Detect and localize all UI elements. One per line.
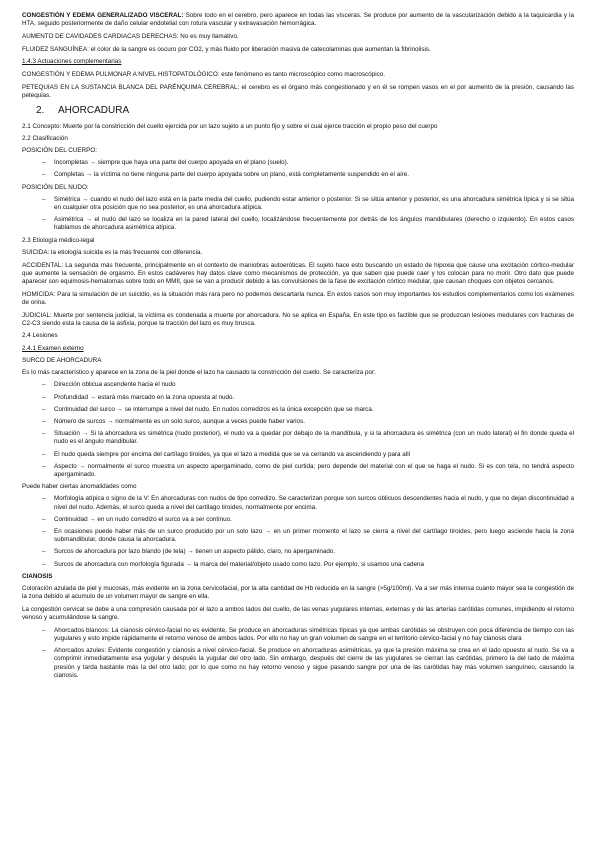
list-item: – Ahorcados azules: Evidente congestión y cianosis a nivel cérvico-facial. Se produce en ahorcaduras asimétricas, ya que la presión máxima se crea en el lado opuesto al nudo. Se va a comprimir inmediatamente esa yugular y después la yugular del otro lado. Sin embargo, después del cierre de las yugulares se cierran las carótidas, primero la del lado de máxima presión y tarda bastante más la del otro lado; por lo que como no hay retorno venoso y sigue pasando sangre por una de las carótidas hay más volumen sanguíneo, causando la cianosis. <box>42 647 574 680</box>
section-title-ahorcadura <box>36 105 574 117</box>
list-surco <box>22 381 574 479</box>
paragraph-petequias: PETEQUIAS EN LA SUSTANCIA BLANCA DEL PARÉNQUIMA CEREBRAL: el cerebro es el órgano más congestionado y en él se rompen vasos en el por aumento de la presión, causando las petequias. <box>22 83 574 99</box>
heading-posicion-nudo: POSICIÓN DEL NUDO: <box>22 183 89 191</box>
list-item: – Profundidad → estará más marcado en la zona opuesta al nudo. <box>42 394 574 402</box>
heading-posicion-cuerpo: POSICIÓN DEL CUERPO: <box>22 147 97 155</box>
list-item: – Ahorcados blancos: La cianosis cérvico-facial no es evidente. Se produce en ahorcaduras simétricas típicas ya que ambas carótidas se obstruyen con poca diferencia de tiempo con las yugulares y esto impide rápidamente el retorno venoso de ambos lados. Por ello no hay un gran volumen de sangre en el territorio cérvico-facial y no hay cianosis clara <box>42 627 574 643</box>
heading-examen-externo: 2.4.1 Examen externo <box>22 344 84 352</box>
paragraph-cianosis-2: La congestión cervical se debe a una compresión causada por el lazo a ambos lados del cuello, de las venas yugulares internas, externas y de las arterias carótidas comunes, impidiendo el retorno venoso y acumulándose la sangre. <box>22 605 574 622</box>
list-item: – Completas → la víctima no tiene ninguna parte del cuerpo apoyada sobre un plano, está completamente suspendido en el aire. <box>42 171 574 179</box>
list-item: – Dirección oblicua ascendente hacia el nudo <box>42 381 574 389</box>
paragraph-congestion-visceral <box>22 12 574 28</box>
section-title-text: AHORCADURA <box>58 104 130 116</box>
heading-etiologia: 2.3 Etiología médico-legal <box>22 236 95 244</box>
list-anomalias <box>22 495 574 568</box>
paragraph-edema-pulmonar: CONGESTIÓN Y EDEMA PULMONAR A NIVEL HISTOPATOLÓGICO: este fenómeno es tanto microscópico como macroscópico. <box>22 71 386 79</box>
paragraph-judicial: JUDICIAL: Muerte por sentencia judicial, la víctima es condenada a muerte por ahorcadura. No se aplica en España. En este tipo es factible que se produzcan lesiones medulares con fracturas de C2-C3 siendo esta la causa de la asfixia, porque la tracción del lazo es muy brusca. <box>22 311 574 327</box>
list-item: – Continuidad → en un nudo corredizo el surco va a ser continuo. <box>42 516 574 524</box>
label-congestion-visceral: CONGESTIÓN Y EDEMA GENERALIZADO VISCERAL: <box>22 12 184 19</box>
list-item: – Incompletas → siempre que haya una parte del cuerpo apoyada en el plano (suelo). <box>42 159 574 167</box>
list-item: – Asimétrica → el nudo del lazo se localiza en la pared lateral del cuello, localizándose frecuentemente por detrás de los ángulos mandibulares (derecho o izquierdo). En estos casos hablamos de ahorcadura asimétrica atípica. <box>42 216 574 232</box>
list-item: – Continuidad del surco → se interrumpe a nivel del nudo. En nudos corredizos es la única excepción que se marca. <box>42 406 574 414</box>
paragraph-fluidez: FLUIDEZ SANGUÍNEA: el color de la sangre es oscuro por CO2, y más fluido por liberación masiva de catecolaminas que aumentan la fibrinolisis. <box>22 45 431 53</box>
list-item: – Surcos de ahorcadura por lazo blando (de tela) → tienen un aspecto pálido, claro, no apergaminado. <box>42 548 574 556</box>
paragraph-suicida: SUICIDA: la etiología suicida es la más frecuente con diferencia. <box>22 248 203 256</box>
list-item: – En ocasiones puede haber más de un surco producido por un solo lazo → en un primer momento el lazo se cierra a nivel del cartílago tiroides, pero luego asciende hacia la zona submandibular, donde causa la ahorcadura. <box>42 528 574 544</box>
paragraph-accidental: ACCIDENTAL: La segunda más frecuente, principalmente en el contexto de maniobras autoeróticas. El sujeto hace esto buscando un estado de hipoxia que cause una excitación córtico-medular que aumente la sensación de orgasmo. En estos cadáveres hay datos clave como mecanismos de protección, ya que saben que puede caer y los colocan para no morir. Otro dato que puede aparecer son equimosis-hematomas sobre todo en MMII, que se van a producir debido a las convulsiones de la fase de excitación córtico medular, que causan choques con objetos cercanos. <box>22 261 574 285</box>
heading-1-4-3: 1.4.3 Actuaciones complementarias <box>22 58 122 66</box>
paragraph-surco-intro: Es lo más característico y aparece en la zona de la piel donde el lazo ha causado la constricción del cuello. Se caracteriza por: <box>22 369 376 377</box>
heading-lesiones: 2.4 Lesiones <box>22 332 58 340</box>
list-item: – El nudo queda siempre por encima del cartílago tiroides, ya que el lazo a medida que se va cerrando va ascendiendo y para allí <box>42 451 574 459</box>
heading-cianosis: CIANOSIS <box>22 572 53 580</box>
paragraph-homicida: HOMICIDA: Para la simulación de un suicidio, es la situación más rara pero no podemos descartarla nunca. En estos casos son muy importantes los estudios complementarios como los exámenes de orina. <box>22 290 574 306</box>
list-posicion-nudo <box>22 196 574 233</box>
list-item: – Morfología atípica o signo de la V: En ahorcaduras con nudos de tipo corredizo. Se caracterizan porque son surcos oblicuos descendentes hacia el nudo, y que no dejan discontinuidad a nivel del nudo. Además, el surco queda a nivel del cartílago tiroides, normalmente por encima. <box>42 495 574 511</box>
list-item: – Surcos de ahorcadura con morfología figurada → la marca del material/objeto usado como lazo. Por ejemplo, si usamos una cadena <box>42 561 574 569</box>
paragraph-anomalias-intro: Puede haber ciertas anomalidades como <box>22 483 137 491</box>
list-item: – Aspecto → normalmente el surco muestra un aspecto apergaminado, como de piel curtida; pero depende del material con el que se haga el nudo. Si es con tela, no tendrá aspecto apergaminado. <box>42 463 574 479</box>
paragraph-concepto: 2.1 Concepto: Muerte por la constricción del cuello ejercida por un lazo sujeto a un punto fijo y sobre el cual ejerce tracción el propio peso del cuerpo <box>22 122 438 130</box>
list-ahorcados <box>22 627 574 680</box>
heading-surco: SURCO DE AHORCADURA <box>22 356 102 364</box>
list-posicion-cuerpo <box>22 159 574 179</box>
list-item: – Número de surcos → normalmente es un solo surco, aunque a veces puede haber varios. <box>42 418 574 426</box>
heading-clasificacion: 2.2 Clasificación <box>22 134 68 142</box>
text-congestion-visceral: Sobre todo en el cerebro, pero aparece en todas las vísceras. Se produce por aumento de la vascularización debido a la taquicardia y la HTA, seguido posteriormente de daño celular endotelial con rotura vascular y extravasación hemorrágica. <box>22 12 574 28</box>
list-item: – Simétrica → cuando el nudo del lazo está en la parte media del cuello, pudiendo estar anterior o posterior. Si se sitúa anterior y posterior, es una ahorcadura simétrica típica y si se sitúa en cualquier otra posición que no sea posterior, es una ahorcadura atípica. <box>42 196 574 212</box>
list-item: – Situación → Si la ahorcadura es simétrica (nudo posterior), el nudo va a quedar por debajo de la mandíbula, y si la ahorcadura es simétrica (con un nudo lateral) el fin donde queda el nudo es el ángulo mandibular. <box>42 430 574 446</box>
paragraph-cavidades: AUMENTO DE CAVIDADES CARDIACAS DERECHAS: No es muy llamativo. <box>22 32 239 40</box>
section-number: 2. <box>36 104 45 116</box>
paragraph-cianosis-1: Coloración azulada de piel y mucosas, más evidente en la zona cervicofacial, por la alta cantidad de Hb reducida en la sangre (>5g/100ml). Va a ser más intensa cuanto mayor sea la congestión de la zona debido al acumulo de un volumen mayor de sangre en ella. <box>22 584 574 601</box>
